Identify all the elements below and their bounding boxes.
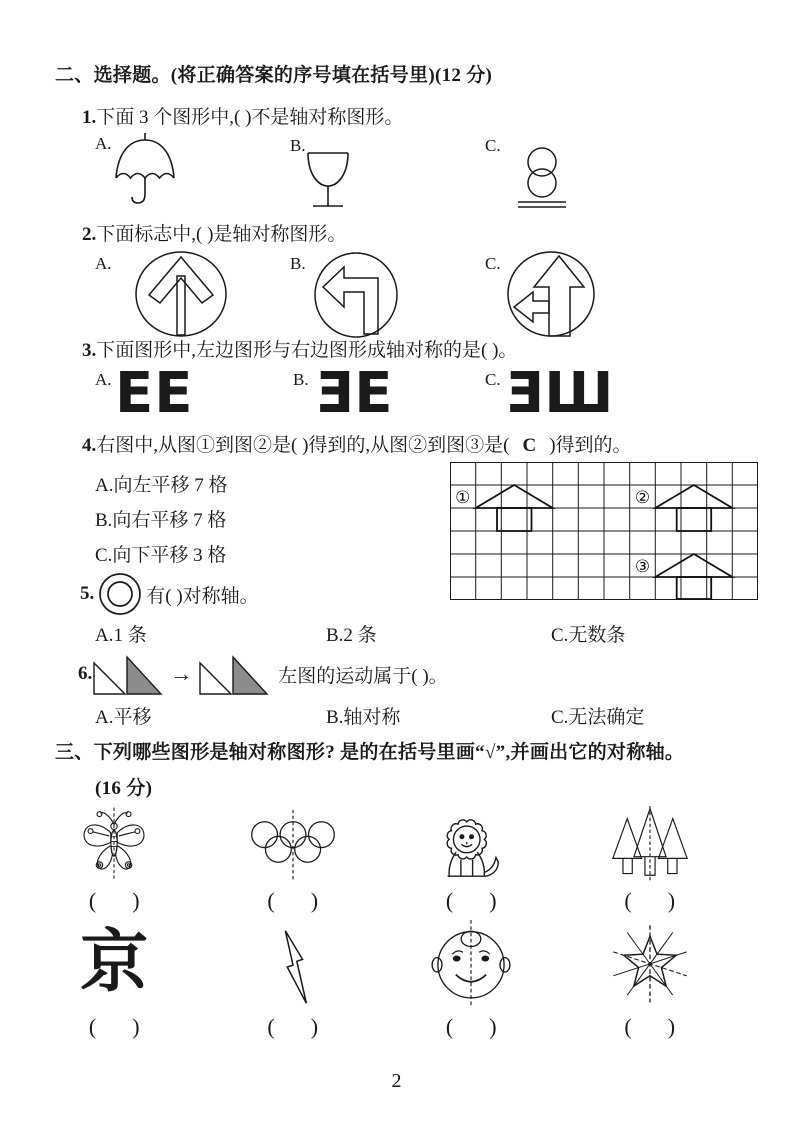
trees-figure: [609, 806, 691, 882]
q6-option-c: C.无法确定: [551, 707, 645, 728]
paren-close: ): [132, 1014, 140, 1039]
section3-score: (16 分): [95, 778, 153, 799]
section2-title: 二、选择题。(将正确答案的序号填在括号里)(12 分): [55, 65, 493, 86]
paren-open: (: [445, 888, 454, 913]
paren-open: (: [88, 888, 97, 913]
letter-pair-b: ƎE: [315, 361, 394, 426]
page-number: 2: [391, 1070, 402, 1092]
question-2-body: 下面标志中,( )是轴对称图形。: [96, 224, 347, 245]
question-4-body-pre: 右图中,从图①到图②是( )得到的,从图②到图③是(: [96, 435, 510, 456]
question-1-text: [82, 102, 403, 129]
question-6-body: 左图的运动属于( )。: [278, 665, 448, 687]
q1-option-a-label: A.: [95, 134, 112, 153]
jing-character-cell: [25, 916, 204, 1040]
paren-close: ): [489, 888, 497, 913]
goblet-figure: [300, 148, 356, 214]
question-5-body: 有( )对称轴。: [146, 585, 259, 607]
paren-close: ): [310, 888, 319, 913]
lion-figure: [438, 806, 504, 882]
question-4-text: [82, 430, 632, 457]
paren-close: ): [310, 1014, 319, 1039]
symmetry-figures-row-2: [25, 916, 739, 1040]
answer-parens: [89, 1014, 140, 1040]
paren-close: ): [489, 1014, 497, 1039]
star-cell: [561, 916, 740, 1040]
sign-up-arrow-figure: [133, 250, 229, 338]
paren-open: (: [88, 1014, 97, 1039]
lion-cell: [382, 806, 561, 914]
paren-close: ): [667, 888, 676, 913]
question-3-number: 3.: [82, 340, 97, 361]
sign-left-turn-figure: [313, 251, 399, 339]
question-2-number: 2.: [82, 224, 97, 245]
lightning-cell: [204, 916, 383, 1040]
olympic-rings-cell: [204, 806, 383, 914]
question-3-text: [82, 335, 517, 362]
olympic-rings-figure: [241, 806, 345, 882]
question-1-number: 1.: [82, 107, 97, 128]
paren-close: ): [667, 1014, 676, 1039]
symmetry-figures-row-1: [25, 806, 739, 914]
q3-option-b-label: B.: [293, 370, 309, 389]
lightning-figure: [272, 916, 314, 1008]
q3-option-c-label: C.: [485, 370, 501, 389]
paren-close: ): [132, 888, 140, 913]
q5-option-b: B.2 条: [326, 625, 377, 646]
star-figure: [606, 916, 694, 1008]
q1-option-c-label: C.: [485, 136, 501, 155]
letter-pair-a: EE: [115, 361, 194, 426]
q1-option-b-label: B.: [290, 136, 306, 155]
jing-character-figure: [80, 916, 148, 1008]
paren-open: (: [267, 1014, 275, 1039]
grid-label-3: ③: [634, 557, 651, 577]
answer-parens: [624, 1014, 675, 1040]
question-4-answer: C: [522, 435, 537, 456]
q6-option-a: A.平移: [95, 707, 152, 728]
answer-parens: [446, 1014, 497, 1040]
grid-label-2: ②: [634, 488, 651, 508]
umbrella-figure: [112, 132, 178, 206]
two-circles-figure: [514, 146, 570, 210]
answer-parens: [446, 888, 497, 914]
paren-open: (: [267, 888, 275, 913]
baby-face-figure: [429, 916, 513, 1008]
jing-character: 京: [80, 924, 149, 1000]
answer-parens: [267, 1014, 318, 1040]
translation-grid-figure: [450, 462, 758, 600]
arrow-right-icon: →: [170, 661, 193, 686]
answer-parens: [267, 888, 318, 914]
q3-option-a-label: A.: [95, 370, 112, 389]
paren-open: (: [445, 1014, 454, 1039]
concentric-circles-figure: [97, 571, 143, 617]
question-4-number: 4.: [82, 435, 97, 456]
q4-option-a: A.向左平移 7 格: [95, 475, 228, 496]
answer-parens: [89, 888, 140, 914]
letter-pair-c: ƎШ: [505, 361, 615, 426]
paren-open: (: [624, 888, 632, 913]
grid-label-1: ①: [455, 488, 471, 508]
question-4-body-post: )得到的。: [549, 435, 632, 456]
q2-option-b-label: B.: [290, 254, 306, 273]
q5-option-a: A.1 条: [95, 625, 147, 646]
q2-option-a-label: A.: [95, 254, 112, 273]
q4-option-c: C.向下平移 3 格: [95, 545, 227, 566]
q6-option-b: B.轴对称: [326, 707, 401, 728]
q5-option-c: C.无数条: [551, 625, 626, 646]
q4-option-b: B.向右平移 7 格: [95, 510, 227, 531]
triangles-pair-figure-right: [198, 652, 270, 696]
q2-option-c-label: C.: [485, 254, 501, 273]
section3-title: 三、下列哪些图形是轴对称图形? 是的在括号里画“√”,并画出它的对称轴。: [55, 742, 685, 763]
butterfly-figure: [80, 806, 148, 882]
triangles-pair-figure-left: [92, 652, 164, 696]
question-1-body: 下面 3 个图形中,( )不是轴对称图形。: [96, 107, 404, 128]
question-5-number: 5.: [80, 583, 95, 604]
trees-cell: [561, 806, 740, 914]
paren-open: (: [624, 1014, 632, 1039]
question-6-number: 6.: [78, 663, 93, 684]
question-2-text: [82, 219, 346, 246]
answer-parens: [624, 888, 675, 914]
question-3-body: 下面图形中,左边图形与右边图形成轴对称的是( )。: [96, 340, 518, 361]
baby-face-cell: [382, 916, 561, 1040]
question-6-line: [78, 650, 448, 698]
question-5-line: [80, 568, 259, 620]
sign-up-left-figure: [506, 250, 596, 338]
butterfly-cell: [25, 806, 204, 914]
